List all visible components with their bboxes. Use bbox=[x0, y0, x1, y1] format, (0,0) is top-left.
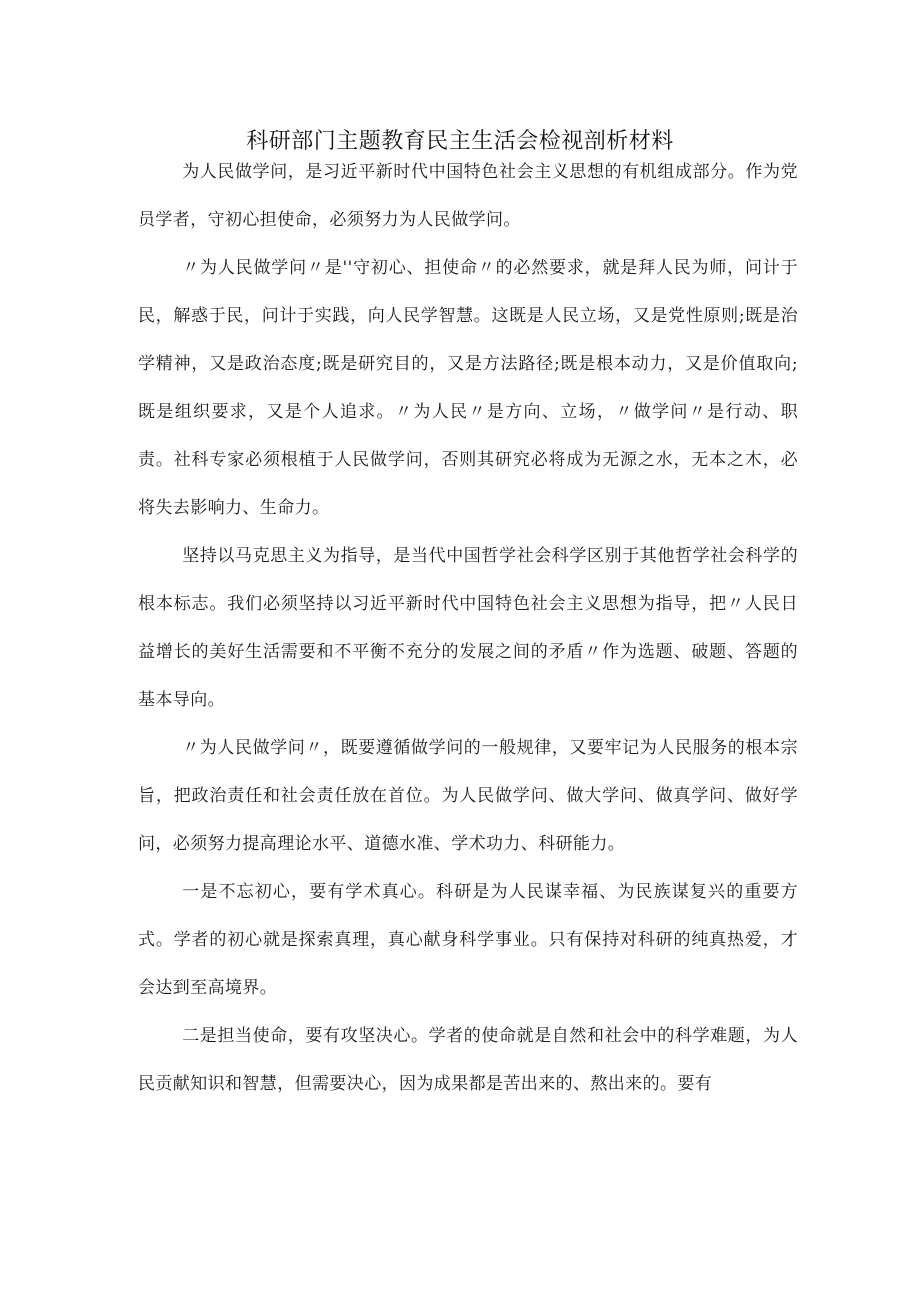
paragraph-2: 〃为人民做学问〃是''守初心、担使命〃的必然要求，就是拜人民为师，问计于民，解惑于民，问计于实践，向人民学智慧。这既是人民立场，又是党性原则;既是治学精神，又是政治态度;既是研究目的，又是方法路径;既是根本动力，又是价值取向;既是组织要求，又是个人追求。〃为人民〃是方向、立场，〃做学问〃是行动、职责。社科专家必须根植于人民做学问，否则其研究必将成为无源之水，无本之木，必将失去影响力、生命力。 bbox=[138, 258, 798, 518]
document-title: 科研部门主题教育民主生活会检视剖析材料 bbox=[246, 129, 674, 154]
paragraph-6: 二是担当使命，要有攻坚决心。学者的使命就是自然和社会中的科学难题，为人民贡献知识和智慧，但需要决心，因为成果都是苦出来的、熬出来的。要有 bbox=[138, 1026, 798, 1094]
paragraph-3: 坚持以马克思主义为指导，是当代中国哲学社会科学区别于其他哲学社会科学的根本标志。我们必须坚持以习近平新时代中国特色社会主义思想为指导，把〃人民日益增长的美好生活需要和不平衡不充分的发展之间的矛盾〃作为选题、破题、答题的基本导向。 bbox=[138, 546, 798, 710]
paragraph-5: 一是不忘初心，要有学术真心。科研是为人民谋幸福、为民族谋复兴的重要方式。学者的初心就是探索真理，真心献身科学事业。只有保持对科研的纯真热爱，才会达到至高境界。 bbox=[138, 882, 798, 998]
document-body bbox=[138, 148, 798, 1108]
paragraph-4: 〃为人民做学问〃，既要遵循做学问的一般规律，又要牢记为人民服务的根本宗旨，把政治责任和社会责任放在首位。为人民做学问、做大学问、做真学问、做好学问，必须努力提高理论水平、道德水准、学术功力、科研能力。 bbox=[138, 738, 798, 854]
paragraph-1: 为人民做学问，是习近平新时代中国特色社会主义思想的有机组成部分。作为党员学者，守初心担使命，必须努力为人民做学问。 bbox=[138, 162, 798, 230]
